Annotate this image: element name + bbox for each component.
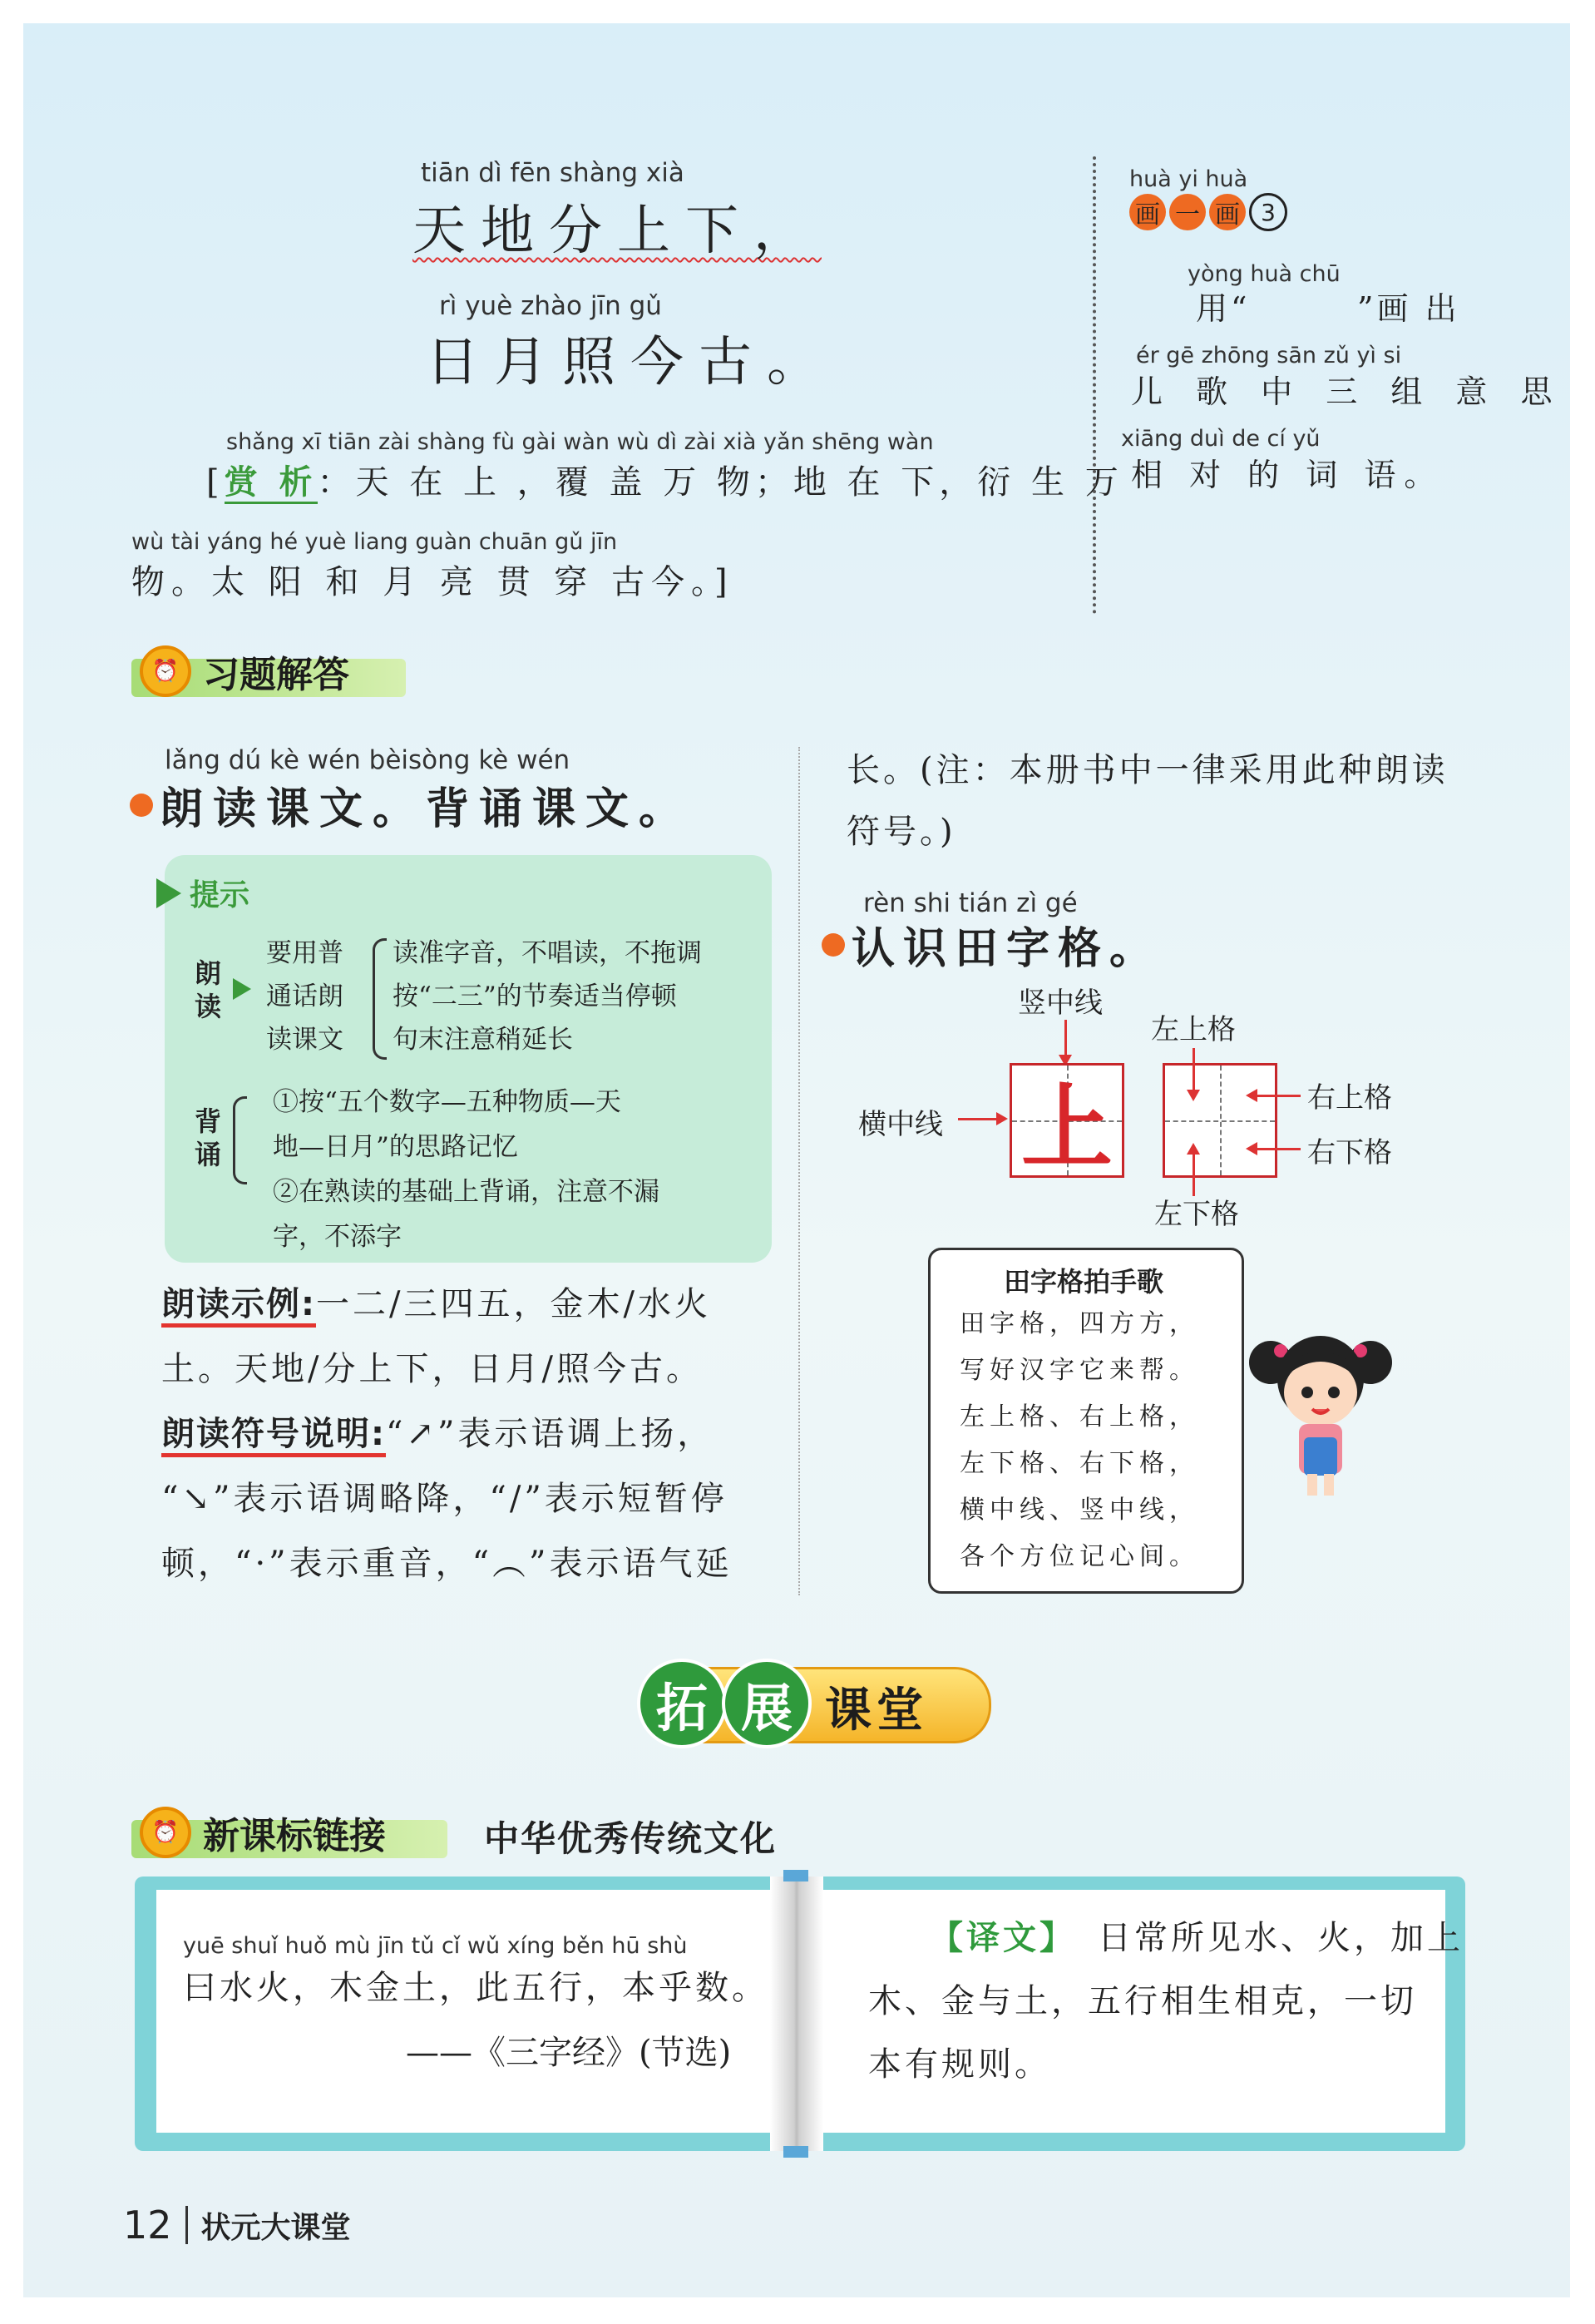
bullet-dot [130,794,153,817]
arrow-right-icon [958,1118,1005,1120]
label-top-left: 左上格 [1151,1013,1236,1046]
page [23,23,1570,2297]
book-spine [770,1877,823,2151]
draw-l3: 相 对 的 词 语。 [1131,457,1444,493]
song-title: 田字格拍手歌 [1003,1266,1163,1298]
tianzige-example [1010,1063,1124,1181]
grid-character: 上 [1021,1075,1113,1181]
shangxi-line: [赏 析：天 在 上 ，覆 盖 万 物；地 在 下，衍 生 万 [206,456,1123,503]
draw-l1: 用“ ”画 出 [1196,290,1460,327]
bookmark [783,2146,808,2158]
poem-line2: 日月照今古。 [426,332,835,393]
section-standard-link-heading: ⏰ 新课标链接 [131,1803,386,1862]
symbol-line1: 朗读符号说明:“↗”表示语调上扬， [161,1401,714,1467]
draw-title-pinyin: huà yi huà [1129,166,1248,192]
translation-line3: 本有规则。 [868,2045,1051,2084]
label-top-right: 右上格 [1307,1081,1392,1115]
hint-recite-lines: ①按“五个数字—五种物质—天 地—日月”的思路记忆 ②在熟读的基础上背诵，注意不漏 字，不添字 [273,1087,659,1252]
translation-label: 【译文】 [930,1919,1076,1957]
arrow-icon [233,978,251,1000]
shangxi2-line: 物。太 阳 和 月 亮 贯 穿 古今。] [131,563,734,601]
arrow-up-icon [1193,1146,1195,1196]
play-icon [156,878,181,908]
example-line1: 朗读示例:一二/三四五，金木/水火 [161,1271,711,1338]
column-divider [798,747,800,1595]
shangxi2-pinyin: wù tài yáng hé yuè liang guàn chuān gǔ jīn [131,529,618,555]
shangxi-pinyin: shǎng xī tiān zài shàng fù gài wàn wù dì zài xià yǎn shēng wàn [226,429,934,455]
alarm-clock-icon: ⏰ [140,1807,191,1858]
hint-read-label: 朗读 [195,957,222,1022]
hint-title: 提示 [156,872,249,914]
alarm-clock-icon: ⏰ [140,645,191,697]
hint-recite-label: 背诵 [195,1105,222,1170]
symbol-line2: “↘”表示语调略降，“/”表示短暂停 [161,1480,728,1518]
label-bottom-left: 左下格 [1154,1198,1239,1231]
draw-l1-pinyin: yòng huà chū [1188,261,1341,287]
example-label: 朗读示例: [161,1285,316,1328]
translation-line1: 【译文】 日常所见水、火，加上 [930,1919,1464,1957]
q1-pinyin: lǎng dú kè wén bèisòng kè wén [165,745,570,775]
label-vertical-line: 竖中线 [1018,986,1103,1020]
draw-l2-pinyin: ér gē zhōng sān zǔ yì si [1136,343,1402,368]
footer [123,2203,351,2247]
poem-line1: 天地分上下， [412,200,822,262]
brace [233,1096,247,1184]
label-horizontal-line: 横中线 [858,1108,943,1141]
brand-name: 状元大课堂 [200,2209,351,2245]
q1: 朗读课文。背诵课文。 [130,774,692,836]
book-left-page [156,1890,797,2133]
translation-line2: 木、金与土，五行相生相克，一切 [868,1982,1417,2020]
example-cont2: 符号。) [847,813,956,851]
q2-pinyin: rèn shi tián zì gé [863,888,1078,918]
draw-title-number: 3 [1249,193,1287,231]
poem-line2-pinyin: rì yuè zhào jīn gǔ [439,291,662,321]
banner-tail: 课堂 [825,1684,928,1738]
draw-title-char: 一 [1169,194,1206,230]
song-lines: 田字格，四方方， 写好汉字它来帮。 左上格、右上格， 左下格、右下格， 横中线、竖中线， 各个方位记心间。 [960,1309,1199,1571]
tianzige-grid [1163,1063,1277,1178]
draw-divider [1093,156,1096,614]
example-line2: 土。天地/分上下，日月/照今古。 [161,1350,703,1388]
draw-title-char: 画 [1209,194,1246,230]
draw-l3-pinyin: xiāng duì de cí yǔ [1121,426,1321,452]
bullet-dot [822,933,845,957]
draw-l2: 儿 歌 中 三 组 意 思 [1131,373,1564,410]
girl-illustration [1237,1321,1404,1504]
page-number: 12 [123,2203,172,2247]
section2-subtitle: 中华优秀传统文化 [484,1818,778,1859]
hint-read-right: 读准字音，不唱读，不拖调 按“二三”的节奏适当停顿 句末注意稍延长 [393,938,702,1055]
arrow-left-icon [1249,1148,1301,1150]
draw-title [1129,193,1287,231]
draw-title-char: 画 [1129,194,1166,230]
symbol-label: 朗读符号说明: [161,1415,386,1457]
q2: 认识田字格。 [822,913,1161,976]
poem-line1-pinyin: tiān dì fēn shàng xià [421,158,684,188]
bookmark [783,1870,808,1881]
book-text: 曰水火，木金土，此五行，本乎数。 [183,1969,768,2007]
brace [373,938,387,1060]
example-cont1: 长。(注：本册书中一律采用此种朗读 [847,751,1449,789]
arrow-down-icon [1193,1048,1195,1098]
arrow-left-icon [1249,1095,1301,1097]
banner-char-1: 拓 [637,1659,727,1748]
banner-char-2: 展 [722,1659,812,1748]
book-pinyin: yuē shuǐ huǒ mù jīn tǔ cǐ wǔ xíng běn hū shù [183,1933,688,1959]
hint-read-left: 要用普 通话朗 读课文 [266,938,343,1055]
footer-divider [185,2206,188,2244]
shangxi-label: 赏 析 [225,462,318,504]
label-bottom-right: 右下格 [1307,1136,1392,1169]
symbol-line3: 顿，“·”表示重音，“︵”表示语气延 [161,1545,733,1583]
extension-banner [629,1659,995,1750]
book-source: ——《三字经》(节选) [406,2034,732,2072]
section-exercise-heading: ⏰ 习题解答 [131,642,349,700]
